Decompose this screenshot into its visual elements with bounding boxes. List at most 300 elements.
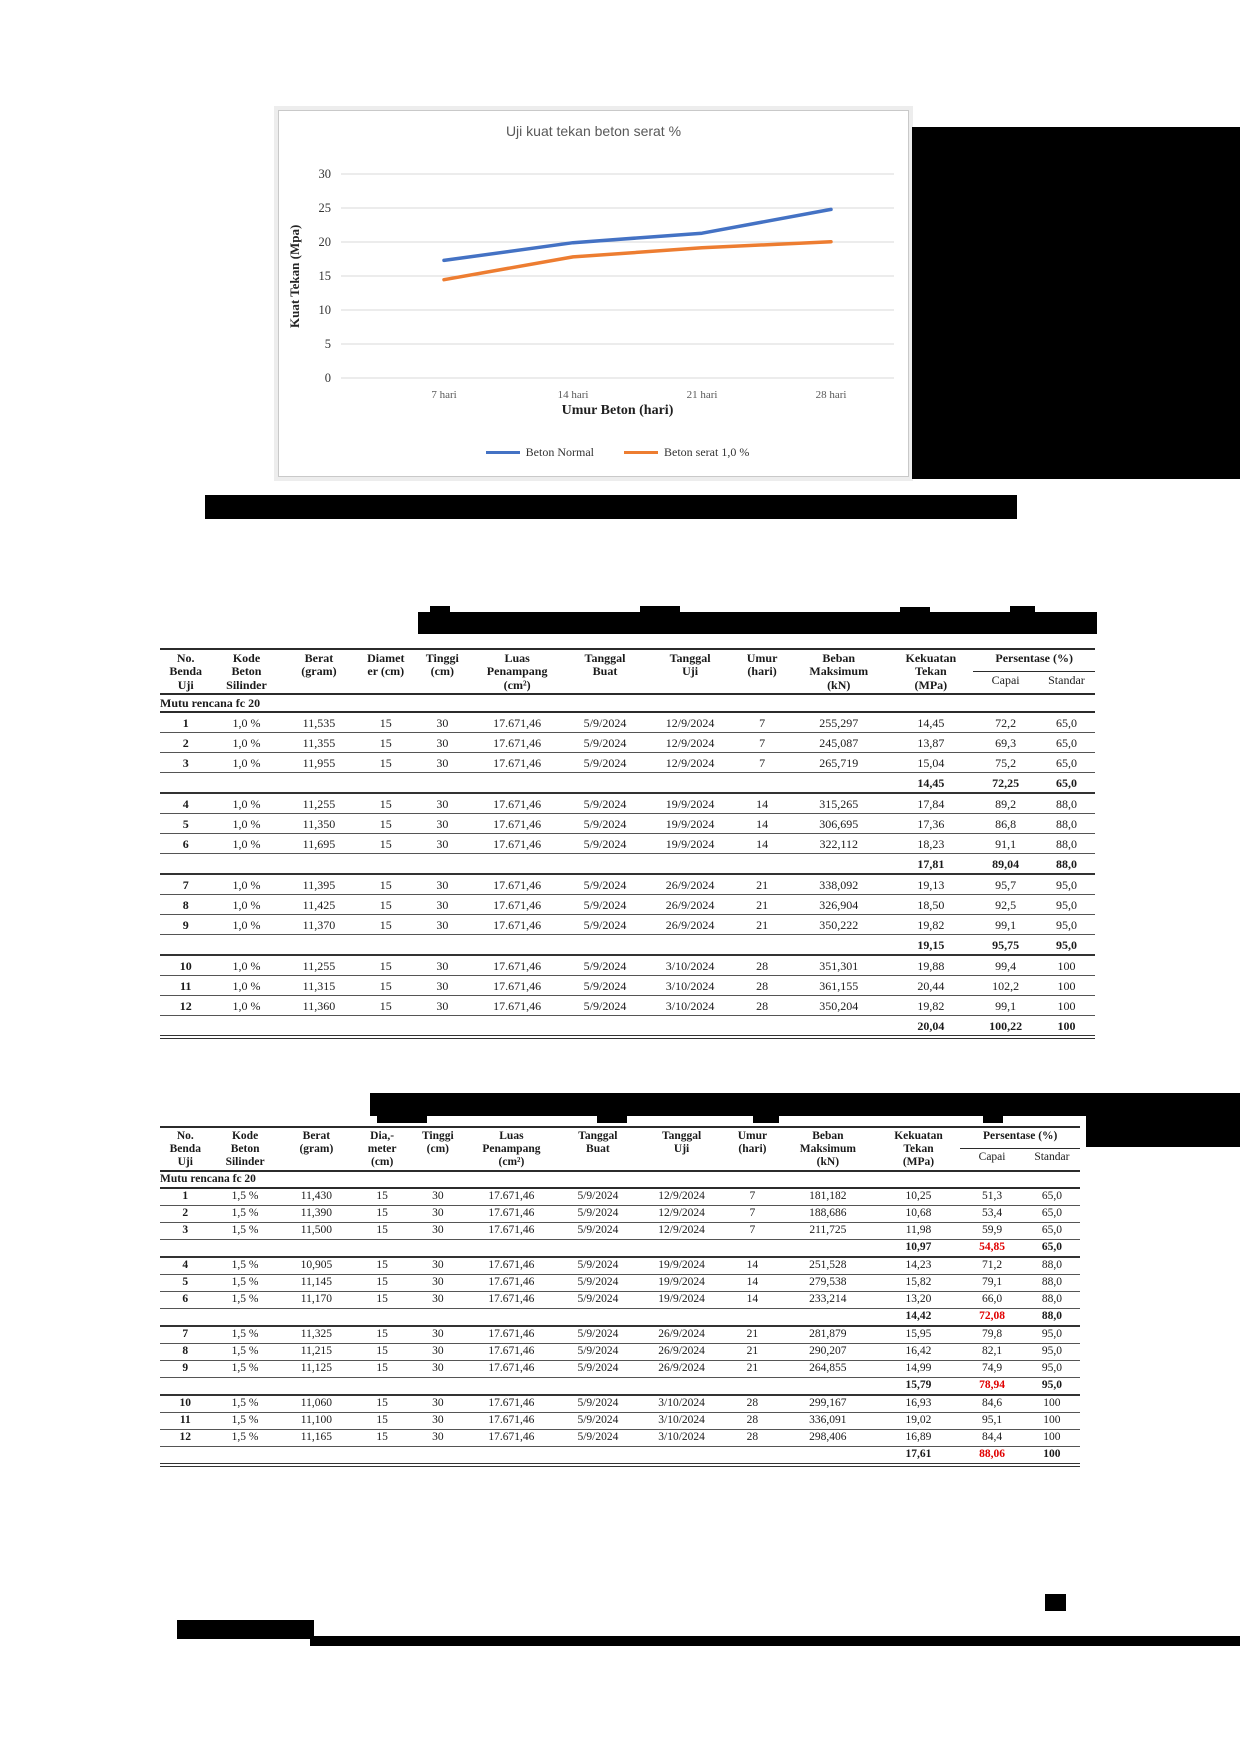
table-cell: 9 (160, 915, 211, 935)
table-cell (211, 1308, 280, 1326)
redaction-footer-left (177, 1620, 314, 1639)
column-header: Tanggal Buat (565, 649, 645, 694)
table-cell: 65,0 (1024, 1239, 1080, 1257)
table-cell: 17.671,46 (465, 1343, 559, 1360)
table-cell: 1,0 % (211, 895, 281, 915)
table-cell: 95,7 (973, 874, 1038, 895)
table-cell: 17.671,46 (469, 895, 564, 915)
redaction-fragment (753, 1116, 779, 1123)
table-cell: 17.671,46 (465, 1429, 559, 1446)
table-cell: 2 (160, 1205, 211, 1222)
table-cell: 15 (356, 996, 415, 1016)
table-cell: 11,255 (282, 955, 357, 976)
table-cell (726, 1308, 779, 1326)
table-cell: 72,2 (973, 712, 1038, 733)
column-header: Tinggi (cm) (415, 649, 469, 694)
table-cell: 30 (411, 1222, 464, 1239)
column-subheader: Standar (1038, 672, 1095, 695)
table-cell (282, 935, 357, 956)
table-cell: 100 (1038, 1016, 1095, 1038)
table-cell: 3/10/2024 (645, 955, 735, 976)
table-cell: 15 (356, 712, 415, 733)
table-cell: 30 (411, 1188, 464, 1206)
table-cell (411, 1239, 464, 1257)
legend-label: Beton Normal (525, 445, 594, 459)
redaction-fragment (900, 607, 930, 613)
table-cell: 279,538 (779, 1274, 877, 1291)
table-cell: 14 (735, 793, 789, 814)
table-cell: 5/9/2024 (565, 874, 645, 895)
table-cell: 30 (411, 1429, 464, 1446)
table-cell: 30 (415, 793, 469, 814)
table-summary-row (160, 854, 1095, 875)
table-cell: 30 (411, 1274, 464, 1291)
column-header: Diamet er (cm) (356, 649, 415, 694)
table-cell: 17.671,46 (465, 1188, 559, 1206)
table-row (160, 1343, 1080, 1360)
table-cell: 5/9/2024 (565, 712, 645, 733)
column-header-persentase: Persentase (%) (960, 1127, 1080, 1149)
table-cell: 18,50 (888, 895, 973, 915)
table-cell: 99,1 (973, 996, 1038, 1016)
table-cell: 88,0 (1038, 793, 1095, 814)
table-cell: 30 (411, 1257, 464, 1275)
table-cell: 7 (735, 753, 789, 773)
table-cell: 19,13 (888, 874, 973, 895)
table-row (160, 1395, 1080, 1413)
table-cell: 15 (353, 1274, 411, 1291)
table-cell: 95,0 (1024, 1343, 1080, 1360)
table-cell (160, 1308, 211, 1326)
table-cell: 66,0 (960, 1291, 1023, 1308)
table-cell: 15 (353, 1291, 411, 1308)
column-header: Umur (hari) (726, 1127, 779, 1171)
table-cell: 75,2 (973, 753, 1038, 773)
table-cell: 17.671,46 (465, 1412, 559, 1429)
table-cell: 6 (160, 1291, 211, 1308)
table-cell: 88,0 (1038, 834, 1095, 854)
y-tick-label: 15 (318, 269, 331, 283)
table-cell: 30 (411, 1291, 464, 1308)
table-cell: 65,0 (1024, 1222, 1080, 1239)
legend-swatch (624, 451, 658, 454)
table-cell: 15 (353, 1360, 411, 1377)
legend-label: Beton serat 1,0 % (664, 445, 750, 459)
data-table (160, 1126, 1080, 1467)
table-cell: 5/9/2024 (565, 733, 645, 753)
table-cell: 1,5 % (211, 1291, 280, 1308)
table-cell: 5/9/2024 (565, 895, 645, 915)
table-cell (637, 1377, 725, 1395)
table-cell (779, 1308, 877, 1326)
table-cell: 2 (160, 733, 211, 753)
table-cell: 11,500 (280, 1222, 354, 1239)
table-cell: 245,087 (789, 733, 888, 753)
y-tick-label: 5 (324, 337, 331, 351)
table-cell: 9 (160, 1360, 211, 1377)
table-cell: 336,091 (779, 1412, 877, 1429)
table-cell: 14,23 (877, 1257, 961, 1275)
table-cell: 21 (726, 1360, 779, 1377)
column-header: Kekuatan Tekan (MPa) (877, 1127, 961, 1171)
table-cell: 17.671,46 (465, 1360, 559, 1377)
table-cell: 17.671,46 (465, 1274, 559, 1291)
table-summary-row (160, 1308, 1080, 1326)
table-cell (558, 1377, 637, 1395)
table-cell (789, 1016, 888, 1038)
table-cell: 5 (160, 814, 211, 834)
table-cell: 17.671,46 (469, 915, 564, 935)
table-cell: 100 (1038, 955, 1095, 976)
table-cell (735, 935, 789, 956)
table-cell: 79,8 (960, 1326, 1023, 1344)
group-label: Mutu rencana fc 20 (160, 694, 1095, 712)
table-cell (356, 935, 415, 956)
table-cell: 11 (160, 1412, 211, 1429)
table-cell: 15 (356, 976, 415, 996)
column-header: Tanggal Uji (645, 649, 735, 694)
table-cell: 12 (160, 996, 211, 1016)
table-cell: 26/9/2024 (637, 1326, 725, 1344)
table-cell (353, 1308, 411, 1326)
table-cell (789, 935, 888, 956)
table-cell: 1,0 % (211, 814, 281, 834)
table-group-row (160, 1171, 1080, 1188)
table-cell (735, 854, 789, 875)
x-category-label: 28 hari (815, 389, 847, 401)
table-cell (415, 1016, 469, 1038)
table-cell: 233,214 (779, 1291, 877, 1308)
table-cell: 95,1 (960, 1412, 1023, 1429)
table-cell: 95,0 (1038, 895, 1095, 915)
table-cell: 1,0 % (211, 733, 281, 753)
table-cell: 15 (356, 955, 415, 976)
table-cell: 30 (411, 1326, 464, 1344)
y-tick-label: 30 (318, 167, 331, 181)
table-cell (779, 1239, 877, 1257)
table-cell (411, 1308, 464, 1326)
table-cell: 17.671,46 (469, 814, 564, 834)
series-line-beton-serat-1-0- (444, 242, 831, 280)
table-cell (280, 1446, 354, 1465)
table-summary-row (160, 1377, 1080, 1395)
table-row (160, 834, 1095, 854)
redaction-fragment (640, 606, 680, 613)
table-cell: 1,0 % (211, 874, 281, 895)
table-cell: 350,204 (789, 996, 888, 1016)
redaction-table2-caption-right (1086, 1093, 1240, 1147)
table-cell: 5/9/2024 (558, 1205, 637, 1222)
table-cell: 1,5 % (211, 1188, 280, 1206)
table-row (160, 976, 1095, 996)
x-category-label: 14 hari (557, 389, 589, 401)
table-cell (160, 1239, 211, 1257)
table-cell: 17.671,46 (469, 976, 564, 996)
table-cell (735, 773, 789, 794)
table-cell: 1 (160, 1188, 211, 1206)
table-cell: 265,719 (789, 753, 888, 773)
table-cell: 7 (735, 712, 789, 733)
column-subheader: Capai (960, 1149, 1023, 1171)
table-cell: 10,68 (877, 1205, 961, 1222)
table-cell: 19/9/2024 (637, 1274, 725, 1291)
column-header: No. Benda Uji (160, 649, 211, 694)
table-cell: 30 (411, 1360, 464, 1377)
table-cell: 100 (1038, 976, 1095, 996)
table-cell (282, 854, 357, 875)
table-cell: 3 (160, 753, 211, 773)
table-cell (356, 1016, 415, 1038)
table-cell: 26/9/2024 (637, 1343, 725, 1360)
table-row (160, 814, 1095, 834)
table-cell: 181,182 (779, 1188, 877, 1206)
table-cell: 15 (356, 793, 415, 814)
table-cell (637, 1446, 725, 1465)
table-cell: 102,2 (973, 976, 1038, 996)
table-cell: 11,350 (282, 814, 357, 834)
table-cell: 264,855 (779, 1360, 877, 1377)
table-cell: 15 (353, 1429, 411, 1446)
table-cell: 14 (726, 1274, 779, 1291)
table-cell: 15 (353, 1326, 411, 1344)
table-cell: 7 (726, 1188, 779, 1206)
table-cell: 14,45 (888, 773, 973, 794)
table-cell: 13,20 (877, 1291, 961, 1308)
table-cell: 5/9/2024 (558, 1360, 637, 1377)
column-header: Berat (gram) (280, 1127, 354, 1171)
table-cell: 30 (415, 874, 469, 895)
table-cell: 65,0 (1024, 1188, 1080, 1206)
table-cell (160, 1016, 211, 1038)
table-cell: 1,5 % (211, 1395, 280, 1413)
table-row (160, 895, 1095, 915)
table-cell: 11,395 (282, 874, 357, 895)
table-cell: 1,5 % (211, 1205, 280, 1222)
table-cell: 100 (1038, 996, 1095, 1016)
table-cell: 298,406 (779, 1429, 877, 1446)
table-cell: 30 (415, 955, 469, 976)
x-category-label: 7 hari (431, 389, 457, 401)
table-cell: 12/9/2024 (637, 1222, 725, 1239)
column-header: Umur (hari) (735, 649, 789, 694)
table-row (160, 1326, 1080, 1344)
table-cell: 15,04 (888, 753, 973, 773)
table-cell: 17.671,46 (469, 874, 564, 895)
table-cell: 28 (735, 996, 789, 1016)
table-cell: 5/9/2024 (558, 1188, 637, 1206)
table-cell: 65,0 (1038, 753, 1095, 773)
table-cell: 17.671,46 (469, 996, 564, 1016)
table-cell (565, 854, 645, 875)
table-cell: 11,390 (280, 1205, 354, 1222)
table-cell: 11,100 (280, 1412, 354, 1429)
table-cell: 1,5 % (211, 1222, 280, 1239)
table-cell: 14,45 (888, 712, 973, 733)
table-cell: 17.671,46 (469, 733, 564, 753)
table-cell (465, 1308, 559, 1326)
table-cell (211, 935, 281, 956)
table-cell: 95,0 (1024, 1377, 1080, 1395)
table-cell (353, 1239, 411, 1257)
table-cell: 53,4 (960, 1205, 1023, 1222)
table-cell: 5/9/2024 (558, 1274, 637, 1291)
table-cell (645, 773, 735, 794)
table-cell (353, 1377, 411, 1395)
table-cell: 51,3 (960, 1188, 1023, 1206)
table-cell (645, 854, 735, 875)
table-cell: 21 (735, 915, 789, 935)
table-cell: 5/9/2024 (565, 753, 645, 773)
table-cell: 5/9/2024 (558, 1429, 637, 1446)
table-cell (211, 1016, 281, 1038)
table-cell (353, 1446, 411, 1465)
table-cell: 30 (415, 834, 469, 854)
table-row (160, 1274, 1080, 1291)
table-cell: 19,82 (888, 996, 973, 1016)
table-cell: 21 (735, 874, 789, 895)
y-tick-label: 0 (324, 371, 331, 385)
table-cell: 1,0 % (211, 955, 281, 976)
table-cell: 19/9/2024 (645, 834, 735, 854)
table-cell (645, 1016, 735, 1038)
table-cell: 100 (1024, 1395, 1080, 1413)
table-cell (160, 935, 211, 956)
table-cell: 88,06 (960, 1446, 1023, 1465)
table-cell: 3/10/2024 (645, 976, 735, 996)
table-cell: 19,02 (877, 1412, 961, 1429)
redaction-block-right-of-chart (912, 127, 1240, 479)
table-cell: 1,0 % (211, 753, 281, 773)
table-cell: 1,0 % (211, 712, 281, 733)
redaction-fragment (1010, 606, 1035, 613)
table-row (160, 996, 1095, 1016)
table-cell: 14 (726, 1257, 779, 1275)
table-cell: 30 (415, 915, 469, 935)
table-cell: 71,2 (960, 1257, 1023, 1275)
table-cell (789, 773, 888, 794)
table-cell: 1,5 % (211, 1412, 280, 1429)
table-cell: 5/9/2024 (558, 1326, 637, 1344)
table-cell: 17.671,46 (469, 753, 564, 773)
table-cell: 6 (160, 834, 211, 854)
table-cell: 10,905 (280, 1257, 354, 1275)
table-cell: 26/9/2024 (645, 874, 735, 895)
table-cell: 95,0 (1038, 874, 1095, 895)
table-row (160, 1257, 1080, 1275)
table-cell: 11,430 (280, 1188, 354, 1206)
table-summary-row (160, 935, 1095, 956)
table-cell (789, 854, 888, 875)
table-cell: 350,222 (789, 915, 888, 935)
table-cell: 188,686 (779, 1205, 877, 1222)
table-cell: 15,95 (877, 1326, 961, 1344)
table-row (160, 1205, 1080, 1222)
table-cell: 16,89 (877, 1429, 961, 1446)
table-cell: 12/9/2024 (645, 712, 735, 733)
table-cell (558, 1308, 637, 1326)
table-cell: 8 (160, 1343, 211, 1360)
table-summary-row (160, 773, 1095, 794)
table-cell: 3 (160, 1222, 211, 1239)
table-cell: 15 (356, 753, 415, 773)
table-cell: 99,4 (973, 955, 1038, 976)
table-cell: 11,535 (282, 712, 357, 733)
column-header: Beban Maksimum (kN) (789, 649, 888, 694)
table-cell: 5/9/2024 (565, 814, 645, 834)
table-cell: 17.671,46 (469, 955, 564, 976)
table-cell: 10,97 (877, 1239, 961, 1257)
table-cell: 12/9/2024 (645, 753, 735, 773)
table-cell: 17.671,46 (469, 793, 564, 814)
table-cell: 4 (160, 1257, 211, 1275)
table-cell: 28 (726, 1412, 779, 1429)
table-cell (565, 935, 645, 956)
table-cell: 1,5 % (211, 1429, 280, 1446)
table-cell: 1,5 % (211, 1343, 280, 1360)
redaction-fragment (597, 1116, 627, 1123)
redaction-page-number (1045, 1594, 1066, 1611)
table-cell: 100,22 (973, 1016, 1038, 1038)
table-cell: 15 (353, 1222, 411, 1239)
table-cell: 11,170 (280, 1291, 354, 1308)
table-cell (637, 1239, 725, 1257)
table-cell (726, 1446, 779, 1465)
table-cell: 11,315 (282, 976, 357, 996)
table-cell: 15 (356, 733, 415, 753)
table-cell: 17.671,46 (469, 712, 564, 733)
table-cell: 69,3 (973, 733, 1038, 753)
table-cell: 1,5 % (211, 1257, 280, 1275)
table-cell: 20,44 (888, 976, 973, 996)
table-row (160, 712, 1095, 733)
table-summary-row (160, 1239, 1080, 1257)
data-table (160, 648, 1095, 1039)
table-cell: 338,092 (789, 874, 888, 895)
table-cell: 3/10/2024 (637, 1395, 725, 1413)
table-cell: 19,15 (888, 935, 973, 956)
table-row (160, 1188, 1080, 1206)
column-header: Kode Beton Silinder (211, 1127, 280, 1171)
table-cell: 95,0 (1024, 1326, 1080, 1344)
table-cell: 7 (726, 1222, 779, 1239)
table-cell: 20,04 (888, 1016, 973, 1038)
table-cell: 16,93 (877, 1395, 961, 1413)
table-cell: 15 (353, 1188, 411, 1206)
table-cell: 5/9/2024 (558, 1412, 637, 1429)
table-cell: 88,0 (1038, 814, 1095, 834)
table-cell: 4 (160, 793, 211, 814)
table-cell: 11,125 (280, 1360, 354, 1377)
table-cell: 290,207 (779, 1343, 877, 1360)
table-cell: 11,955 (282, 753, 357, 773)
table-cell (356, 854, 415, 875)
table-cell: 5/9/2024 (565, 996, 645, 1016)
column-header-persentase: Persentase (%) (973, 649, 1095, 672)
table-cell: 91,1 (973, 834, 1038, 854)
table-cell: 1,5 % (211, 1326, 280, 1344)
table-cell: 19/9/2024 (637, 1291, 725, 1308)
table-cell: 11,145 (280, 1274, 354, 1291)
table-row (160, 955, 1095, 976)
table-cell (415, 935, 469, 956)
table-cell (558, 1446, 637, 1465)
table-cell: 11 (160, 976, 211, 996)
table-cell (211, 1377, 280, 1395)
table-cell (469, 773, 564, 794)
table-cell: 281,879 (779, 1326, 877, 1344)
table-cell: 95,0 (1024, 1360, 1080, 1377)
table-cell: 17.671,46 (465, 1205, 559, 1222)
